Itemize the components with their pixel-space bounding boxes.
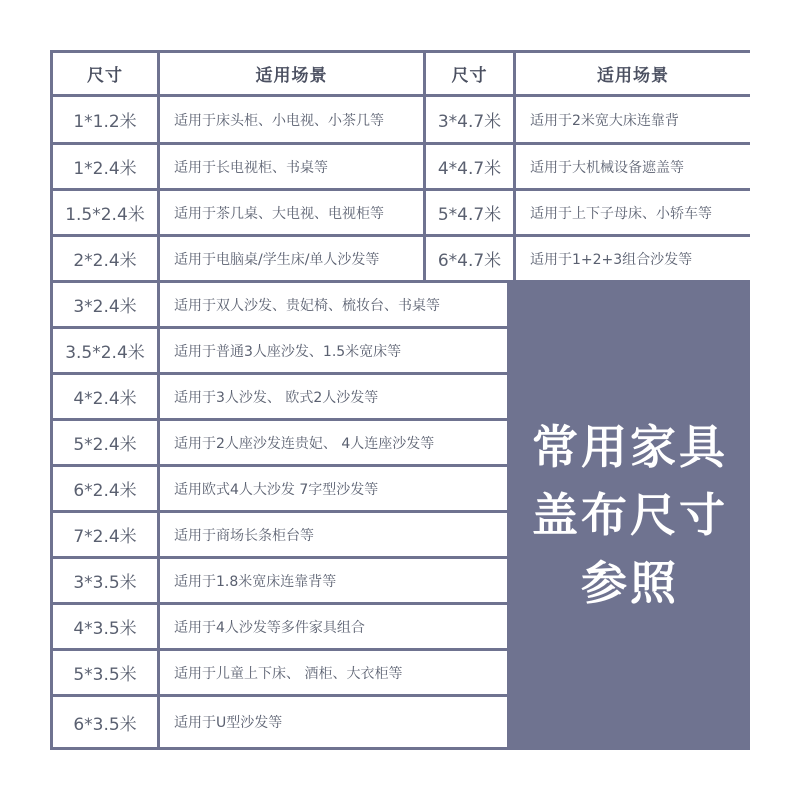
size-cell: 5*4.7米 <box>426 191 513 234</box>
header-scene-right: 适用场景 <box>516 53 750 94</box>
scene-cell: 适用于普通3人座沙发、1.5米宽床等 <box>160 329 507 372</box>
size-cell: 7*2.4米 <box>53 513 157 556</box>
size-cell: 6*3.5米 <box>53 697 157 747</box>
size-cell: 4*4.7米 <box>426 145 513 188</box>
size-cell: 1*1.2米 <box>53 97 157 142</box>
scene-cell: 适用于大机械设备遮盖等 <box>516 145 750 188</box>
banner-line-1: 常用家具 <box>532 420 728 474</box>
scene-cell: 适用于商场长条柜台等 <box>160 513 507 556</box>
scene-cell: 适用于上下子母床、小轿车等 <box>516 191 750 234</box>
size-cell: 3*4.7米 <box>426 97 513 142</box>
scene-cell: 适用于茶几桌、大电视、电视柜等 <box>160 191 423 234</box>
scene-cell: 适用于长电视柜、书桌等 <box>160 145 423 188</box>
size-cell: 4*2.4米 <box>53 375 157 418</box>
header-size-left: 尺寸 <box>53 53 157 94</box>
banner-line-2: 盖布尺寸 <box>532 488 728 542</box>
size-cell: 5*2.4米 <box>53 421 157 464</box>
size-cell: 4*3.5米 <box>53 605 157 648</box>
size-cell: 5*3.5米 <box>53 651 157 694</box>
scene-cell: 适用于4人沙发等多件家具组合 <box>160 605 507 648</box>
size-cell: 1*2.4米 <box>53 145 157 188</box>
scene-cell: 适用于2米宽大床连靠背 <box>516 97 750 142</box>
scene-cell: 适用于床头柜、小电视、小茶几等 <box>160 97 423 142</box>
banner-line-3: 参照 <box>581 556 679 610</box>
scene-cell: 适用于U型沙发等 <box>160 697 507 747</box>
title-banner <box>510 280 750 750</box>
scene-cell: 适用于1+2+3组合沙发等 <box>516 237 750 280</box>
scene-cell: 适用于儿童上下床、 酒柜、大衣柜等 <box>160 651 507 694</box>
scene-cell: 适用于3人沙发、 欧式2人沙发等 <box>160 375 507 418</box>
scene-cell: 适用于电脑桌/学生床/单人沙发等 <box>160 237 423 280</box>
size-cell: 2*2.4米 <box>53 237 157 280</box>
size-cell: 6*2.4米 <box>53 467 157 510</box>
size-cell: 3.5*2.4米 <box>53 329 157 372</box>
scene-cell: 适用于1.8米宽床连靠背等 <box>160 559 507 602</box>
header-scene-left: 适用场景 <box>160 53 423 94</box>
scene-cell: 适用欧式4人大沙发 7字型沙发等 <box>160 467 507 510</box>
size-cell: 3*2.4米 <box>53 283 157 326</box>
scene-cell: 适用于2人座沙发连贵妃、 4人连座沙发等 <box>160 421 507 464</box>
size-cell: 6*4.7米 <box>426 237 513 280</box>
header-size-right: 尺寸 <box>426 53 513 94</box>
size-cell: 3*3.5米 <box>53 559 157 602</box>
size-cell: 1.5*2.4米 <box>53 191 157 234</box>
scene-cell: 适用于双人沙发、贵妃椅、梳妆台、书桌等 <box>160 283 507 326</box>
